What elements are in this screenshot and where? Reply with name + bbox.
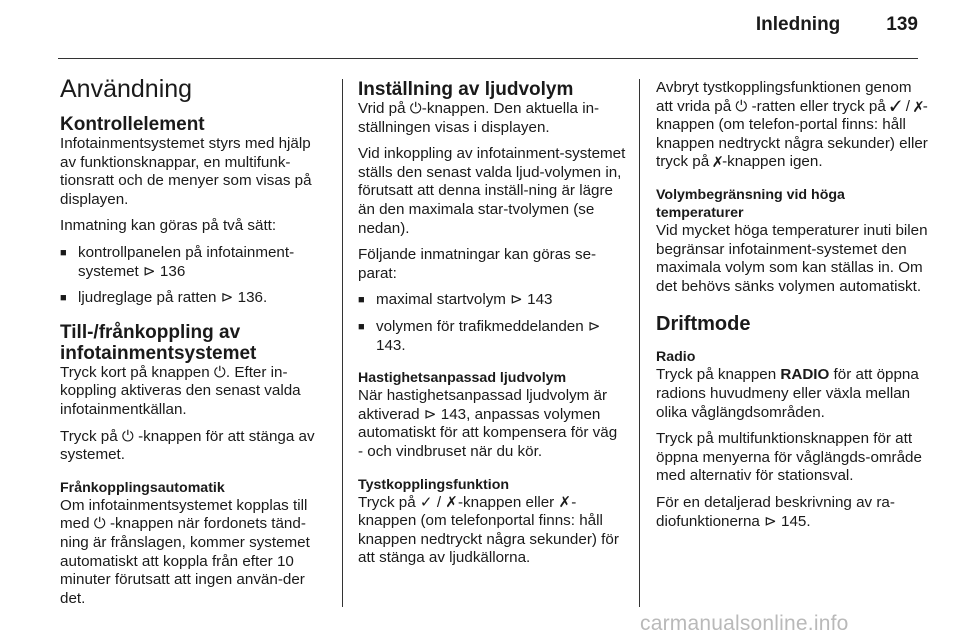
chapter-title: Inledning [755, 14, 841, 35]
heading-radio: Radio [656, 349, 696, 366]
list-item: ■ maximal startvolym ⊳ 143 [358, 291, 626, 310]
page-number: 139 [886, 14, 918, 35]
paragraph-radio [656, 366, 928, 422]
paragraph: Inmatning kan göras på två sätt: [60, 217, 277, 235]
text: Tryck på knappen [656, 366, 781, 384]
bullet-list [358, 291, 626, 355]
paragraph: Tryck på ✓ / ✗-knappen eller ✗-knappen (om telefonportal finns: håll knappen nedtryckt några sekunder) för att stänga av ljudkällorna. [358, 493, 619, 567]
bullet-list [60, 244, 328, 308]
list-item: ■ ljudreglage på ratten ⊳ 136. [60, 289, 328, 308]
paragraph: Tryck på multifunktionsknappen för att öppna menyerna för våglängds-område med alternativ för stationsval. [656, 430, 922, 485]
list-item: ■ kontrollpanelen på infotainment-systemet ⊳ 136 [60, 244, 328, 281]
paragraph: För en detaljerad beskrivning av ra-diofunktionerna ⊳ 145. [656, 493, 895, 530]
paragraph: Avbryt tystkopplingsfunktionen genom att vrida på ⏻ -ratten eller tryck på ✓ / ✗-knappen (om telefon-portal finns: håll knappen nedtryckt några sekunder) eller tryck på ✗-knappen igen. [656, 79, 928, 171]
paragraph: Tryck kort på knappen ⏻. Efter in-koppling aktiveras den senast valda infotainmentkällan. [60, 363, 301, 418]
paragraph: Vid inkoppling av infotainment-systemet ställs den senast valda ljud-volymen in, förutsatt att denna inställ-ning är lägre än den maximala star-tvolymen (se nedan). [358, 145, 626, 237]
column-2 [358, 79, 626, 576]
heading-hastighetsanpassad: Hastighetsanpassad ljudvolym [358, 370, 567, 387]
heading-till-frankoppling: Till-/frånkoppling av infotainmentsystemet [60, 321, 257, 364]
heading-driftmode: Driftmode [656, 313, 751, 336]
heading-kontrollelement: Kontrollelement [60, 114, 205, 135]
column-3 [656, 79, 928, 539]
page-header [756, 14, 918, 36]
paragraph: Följande inmatningar kan göras se-parat: [358, 246, 597, 282]
column-divider-2 [639, 79, 640, 607]
header-rule [58, 58, 918, 59]
paragraph: Infotainmentsystemet styrs med hjälp av funktionsknappar, en multifunk-tionsratt och de menyer som visas på displayen. [60, 135, 312, 208]
watermark: carmanualsonline.info [640, 612, 849, 635]
paragraph: Tryck på ⏻ -knappen för att stänga av systemet. [60, 427, 315, 464]
radio-key: RADIO [780, 366, 830, 384]
list-item: ■ volymen för trafikmeddelanden ⊳ 143. [358, 318, 626, 355]
paragraph: Vid mycket höga temperaturer inuti bilen begränsar infotainment-systemet den maximala volym som kan ställas in. Om det behövs sänks volymen automatiskt. [656, 221, 928, 295]
heading-frankopplingsautomatik: Frånkopplingsautomatik [60, 479, 225, 496]
column-1 [60, 74, 328, 616]
text: för att öppna radions huvudmeny eller växla mellan olika våglängdsområden. [656, 366, 919, 421]
paragraph: Om infotainmentsystemet kopplas till med ⏻ -knappen när fordonets tänd-ning är frånslagen, kommer systemet automatiskt att koppla från efter 10 minuter förutsatt att ingen använ-der det. [60, 496, 310, 607]
column-divider-1 [342, 79, 343, 607]
section-title: Användning [60, 75, 193, 103]
heading-ljudvolym: Inställning av ljudvolym [358, 79, 574, 100]
heading-tystkoppling: Tystkopplingsfunktion [358, 476, 510, 493]
paragraph: Vrid på ⏻-knappen. Den aktuella in-ställningen visas i displayen. [358, 100, 600, 136]
heading-volymbegransning: Volymbegränsning vid höga temperaturer [656, 186, 845, 221]
paragraph: När hastighetsanpassad ljudvolym är aktiverad ⊳ 143, anpassas volymen automatiskt för att kompensera för väg - och vindbruset när du kör. [358, 387, 618, 460]
